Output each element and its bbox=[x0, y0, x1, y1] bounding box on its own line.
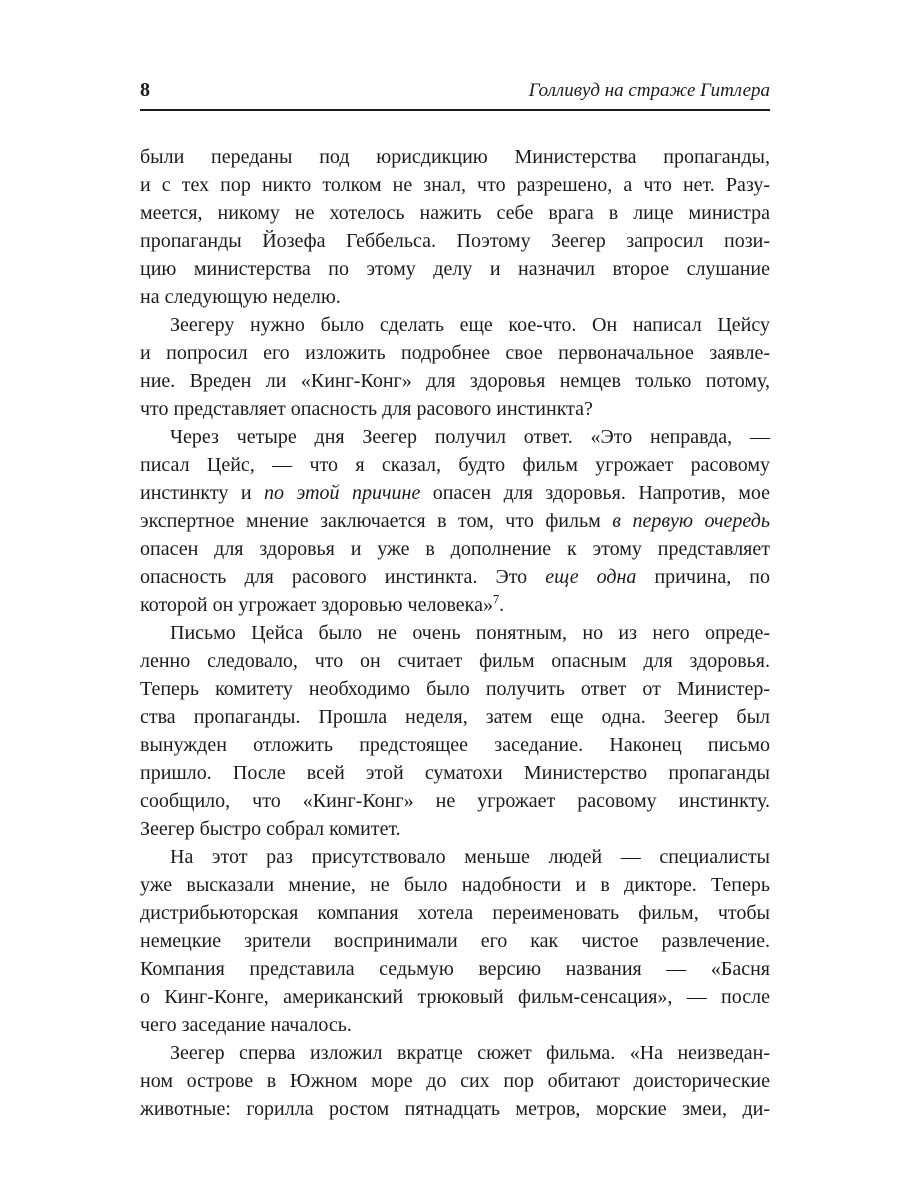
text-segment: ние. Вреден ли «Кинг-Конг» для здоровья немцев только потому, bbox=[140, 370, 770, 392]
text-segment: На этот раз присутствовало меньше людей — специалисты bbox=[170, 846, 770, 868]
text-segment: меется, никому не хотелось нажить себе врага в лице министра bbox=[140, 202, 770, 224]
text-segment: пропаганды Йозефа Геббельса. Поэтому Зеегер запросил пози- bbox=[140, 230, 770, 252]
text-segment: писал Цейс, — что я сказал, будто фильм угрожает расовому bbox=[140, 454, 770, 476]
text-segment: инстинкту и bbox=[140, 482, 265, 504]
text-segment: Письмо Цейса было не очень понятным, но из него опреде- bbox=[170, 622, 770, 644]
text-segment: ства пропаганды. Прошла неделя, затем еще одна. Зеегер был bbox=[140, 706, 770, 728]
text-segment: ленно следовало, что он считает фильм опасным для здоровья. bbox=[140, 650, 770, 672]
text-line bbox=[140, 955, 770, 983]
text-segment: причина, по bbox=[636, 566, 770, 588]
text-line bbox=[140, 227, 770, 255]
text-segment: уже высказали мнение, не было надобности и в дикторе. Теперь bbox=[140, 874, 770, 896]
text-segment: сообщило, что «Кинг-Конг» не угрожает расовому инстинкту. bbox=[140, 790, 770, 812]
paragraph bbox=[140, 843, 770, 1039]
text-line bbox=[140, 1095, 770, 1123]
text-segment: по этой причине bbox=[264, 482, 421, 504]
text-line bbox=[140, 983, 770, 1011]
text-segment: что представляет опасность для расового инстинкта? bbox=[140, 398, 593, 420]
text-line bbox=[140, 843, 770, 871]
text-segment: опасность для расового инстинкта. Это bbox=[140, 566, 546, 588]
text-line bbox=[140, 283, 770, 311]
text-line bbox=[140, 255, 770, 283]
text-line bbox=[140, 815, 770, 843]
page-number: 8 bbox=[140, 79, 150, 101]
text-line bbox=[140, 171, 770, 199]
text-segment: Теперь комитету необходимо было получить ответ от Министер- bbox=[140, 678, 770, 700]
text-line bbox=[140, 563, 770, 591]
text-line bbox=[140, 199, 770, 227]
paragraph bbox=[140, 1039, 770, 1123]
text-segment: немецкие зрители воспринимали его как чистое развлечение. bbox=[140, 930, 770, 952]
text-line bbox=[140, 143, 770, 171]
text-line bbox=[140, 423, 770, 451]
text-line bbox=[140, 731, 770, 759]
running-title: Голливуд на страже Гитлера bbox=[528, 80, 770, 101]
text-segment: экспертное мнение заключается в том, что фильм bbox=[140, 510, 613, 532]
text-segment: ном острове в Южном море до сих пор обитают доисторические bbox=[140, 1070, 770, 1092]
text-segment: чего заседание началось. bbox=[140, 1014, 352, 1036]
text-line bbox=[140, 591, 770, 619]
text-line bbox=[140, 703, 770, 731]
text-line bbox=[140, 311, 770, 339]
header-rule bbox=[140, 109, 770, 111]
text-segment: и попросил его изложить подробнее свое первоначальное заявле- bbox=[140, 342, 770, 364]
text-segment: Зеегер быстро собрал комитет. bbox=[140, 818, 401, 840]
text-segment: были переданы под юрисдикцию Министерства пропаганды, bbox=[140, 146, 770, 168]
text-line bbox=[140, 675, 770, 703]
text-segment: пришло. После всей этой суматохи Министерство пропаганды bbox=[140, 762, 770, 784]
text-line bbox=[140, 339, 770, 367]
text-line bbox=[140, 619, 770, 647]
footnote-marker: 7 bbox=[492, 592, 500, 607]
text-segment: цию министерства по этому делу и назначил второе слушание bbox=[140, 258, 770, 280]
text-line bbox=[140, 507, 770, 535]
page-header bbox=[140, 78, 770, 103]
text-line bbox=[140, 871, 770, 899]
text-segment: . bbox=[499, 594, 505, 616]
body-text bbox=[140, 143, 770, 1123]
text-segment: о Кинг-Конге, американский трюковый фильм-сенсация», — после bbox=[140, 986, 770, 1008]
text-line bbox=[140, 395, 770, 423]
text-line bbox=[140, 451, 770, 479]
paragraph bbox=[140, 423, 770, 619]
text-segment: Компания представила седьмую версию названия — «Басня bbox=[140, 958, 770, 980]
text-segment: и с тех пор никто толком не знал, что разрешено, а что нет. Разу- bbox=[140, 174, 770, 196]
paragraph bbox=[140, 619, 770, 843]
text-line bbox=[140, 535, 770, 563]
text-segment: вынужден отложить предстоящее заседание. Наконец письмо bbox=[140, 734, 770, 756]
text-segment: в первую очередь bbox=[612, 510, 771, 532]
paragraph bbox=[140, 311, 770, 423]
text-segment: опасен для здоровья и уже в дополнение к этому представляет bbox=[140, 538, 770, 560]
text-line bbox=[140, 787, 770, 815]
text-segment: еще одна bbox=[545, 566, 637, 588]
text-line bbox=[140, 647, 770, 675]
text-line bbox=[140, 927, 770, 955]
text-line bbox=[140, 479, 770, 507]
text-segment: на следующую неделю. bbox=[140, 286, 341, 308]
text-line bbox=[140, 1011, 770, 1039]
text-line bbox=[140, 1039, 770, 1067]
text-line bbox=[140, 759, 770, 787]
text-segment: животные: горилла ростом пятнадцать метров, морские змеи, ди- bbox=[140, 1098, 770, 1120]
text-line bbox=[140, 367, 770, 395]
text-line bbox=[140, 899, 770, 927]
text-segment: Зеегер сперва изложил вкратце сюжет фильма. «На неизведан- bbox=[170, 1042, 770, 1064]
text-line bbox=[140, 1067, 770, 1095]
text-segment: Зеегеру нужно было сделать еще кое-что. Он написал Цейсу bbox=[170, 314, 770, 336]
text-segment: опасен для здоровья. Напротив, мое bbox=[420, 482, 770, 504]
paragraph bbox=[140, 143, 770, 311]
text-segment: дистрибьюторская компания хотела переименовать фильм, чтобы bbox=[140, 902, 770, 924]
text-segment: которой он угрожает здоровью человека» bbox=[140, 594, 493, 616]
text-segment: Через четыре дня Зеегер получил ответ. «Это неправда, — bbox=[170, 426, 770, 448]
